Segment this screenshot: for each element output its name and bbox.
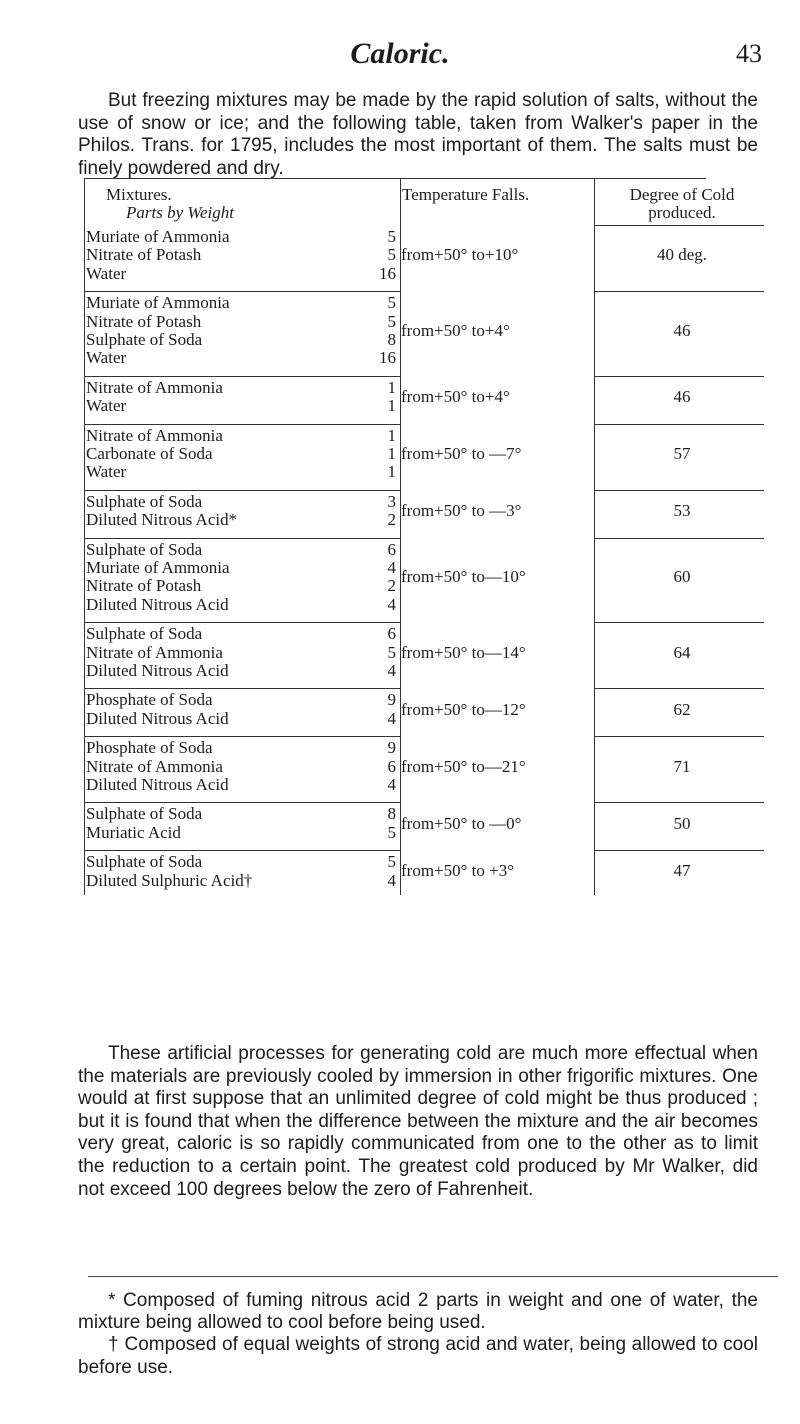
intro-text: But freezing mixtures may be made by the rapid solution of salts, without the use of snow or ice; and the following table, taken from Walker's paper in the Philos. Trans. for 1795, includes the most important of them. The salts must be finely powdered and dry. <box>78 90 758 179</box>
ingredient-quantity: 1 <box>387 396 396 416</box>
row-separator <box>84 850 400 851</box>
temperature-falls-cell: from+50° to —0° <box>401 813 522 833</box>
rule-after-parts <box>400 178 401 895</box>
ingredient-name: Nitrate of Ammonia <box>86 377 223 397</box>
ingredient-quantity: 16 <box>379 348 396 368</box>
footnotes <box>78 1290 758 1379</box>
row-separator <box>84 688 400 689</box>
table-top-rule <box>84 178 706 179</box>
ingredient-name: Sulphate of Soda <box>86 329 203 349</box>
ingredient-name: Nitrate of Ammonia <box>86 425 223 445</box>
ingredient-name: Sulphate of Soda <box>86 539 203 559</box>
ingredient-name: Water <box>86 348 127 368</box>
row-separator <box>84 622 400 623</box>
row-separator <box>84 802 400 803</box>
ingredient-quantity: 5 <box>387 852 396 872</box>
ingredient-name: Diluted Sulphuric Acid† <box>86 870 253 890</box>
row-separator <box>84 291 400 292</box>
ingredient-quantity: 4 <box>387 594 396 614</box>
ingredient-quantity: 4 <box>387 870 396 890</box>
ingredient-name: Muriate of Ammonia <box>86 293 230 313</box>
ingredient-name: Nitrate of Ammonia <box>86 756 223 776</box>
row-separator <box>84 736 400 737</box>
rule-after-temperature <box>594 178 595 895</box>
ingredient-quantity: 4 <box>387 708 396 728</box>
body-paragraph <box>78 1043 758 1201</box>
ingredient-name: Nitrate of Potash <box>86 245 202 265</box>
row-separator-right <box>594 538 764 539</box>
row-separator-right <box>594 850 764 851</box>
ingredient-quantity: 6 <box>387 624 396 644</box>
ingredient-quantity: 8 <box>387 804 396 824</box>
body-text: These artificial processes for generating cold are much more effectual when the materials are previously cooled by immersion in other frigorific mixtures. One would at first suppose that an unlimited degree of cold might be thus produced ; but it is found that when the difference between the mixture and the air becomes very great, caloric is so rapidly communicated from one to the other as to limit the reduction to a certain point. The greatest cold produced by Mr Walker, did not exceed 100 degrees below the zero of Fahrenheit. <box>78 1043 758 1200</box>
row-separator <box>84 538 400 539</box>
ingredient-name: Carbonate of Soda <box>86 443 213 463</box>
row-separator <box>84 424 400 425</box>
running-title: Caloric. <box>350 37 450 70</box>
ingredient-name: Sulphate of Soda <box>86 804 203 824</box>
ingredient-name: Sulphate of Soda <box>86 491 203 511</box>
table-row <box>84 228 764 289</box>
degree-of-cold-cell: 62 <box>673 699 691 719</box>
ingredient-name: Phosphate of Soda <box>86 738 213 758</box>
ingredient-name: Diluted Nitrous Acid <box>86 594 229 614</box>
row-separator-right <box>594 736 764 737</box>
row-separator-right <box>594 688 764 689</box>
table-row <box>84 379 764 422</box>
ingredient-quantity: 5 <box>387 293 396 313</box>
temperature-falls-cell: from+50° to+4° <box>401 386 510 406</box>
row-separator <box>84 490 400 491</box>
ingredient-quantity: 2 <box>387 510 396 530</box>
footnote-rule <box>88 1276 778 1277</box>
temperature-falls-cell: from+50° to +3° <box>401 861 515 881</box>
ingredient-quantity: 6 <box>387 539 396 559</box>
ingredient-name: Nitrate of Ammonia <box>86 642 223 662</box>
ingredient-name: Muriate of Ammonia <box>86 227 230 246</box>
row-separator-right <box>594 802 764 803</box>
degree-of-cold-cell: 46 <box>673 320 691 340</box>
ingredient-quantity: 1 <box>387 462 396 482</box>
degree-of-cold-cell: 46 <box>673 386 691 406</box>
ingredient-quantity: 3 <box>387 491 396 511</box>
ingredient-quantity: 5 <box>387 311 396 331</box>
ingredient-quantity: 9 <box>387 690 396 710</box>
rule-left <box>84 178 85 895</box>
temperature-falls-cell: from+50° to—12° <box>401 699 526 719</box>
table-row <box>84 625 764 686</box>
header-temperature-falls: Temperature Falls. <box>402 185 530 204</box>
row-separator-right <box>594 622 764 623</box>
table-row <box>84 805 764 848</box>
ingredient-quantity: 8 <box>387 329 396 349</box>
temperature-falls-cell: from+50° to+10° <box>401 245 519 265</box>
intro-paragraph <box>78 90 758 180</box>
ingredient-quantity: 1 <box>387 377 396 397</box>
degree-of-cold-cell: 60 <box>673 567 691 587</box>
degree-of-cold-cell: 71 <box>673 756 691 776</box>
ingredient-quantity: 5 <box>387 642 396 662</box>
ingredient-quantity: 4 <box>387 557 396 577</box>
ingredient-quantity: 6 <box>387 756 396 776</box>
ingredient-name: Water <box>86 263 127 283</box>
ingredient-name: Diluted Nitrous Acid <box>86 660 229 680</box>
ingredient-quantity: 5 <box>387 245 396 265</box>
ingredient-quantity: 16 <box>379 263 396 283</box>
degree-of-cold-cell: 64 <box>673 642 691 662</box>
ingredient-name: Sulphate of Soda <box>86 852 203 872</box>
row-separator-right <box>594 424 764 425</box>
ingredient-name: Nitrate of Potash <box>86 311 202 331</box>
degree-of-cold-cell: 57 <box>673 443 691 463</box>
header-degree-of-cold: Degree of Cold produced. <box>629 185 735 222</box>
ingredient-quantity: 4 <box>387 660 396 680</box>
ingredient-quantity: 5 <box>387 227 396 246</box>
degree-of-cold-cell: 50 <box>673 813 691 833</box>
running-head <box>0 36 800 72</box>
ingredient-quantity: 1 <box>387 425 396 445</box>
table-row <box>84 294 764 374</box>
table-row <box>84 691 764 734</box>
ingredient-name: Water <box>86 462 127 482</box>
table-row <box>84 427 764 488</box>
row-separator-right <box>594 376 764 377</box>
table-row <box>84 739 764 800</box>
footnote: † Composed of equal weights of strong acid and water, being allowed to cool before use. <box>78 1334 758 1378</box>
degree-of-cold-cell: 47 <box>673 861 691 881</box>
temperature-falls-cell: from+50° to—10° <box>401 567 526 587</box>
ingredient-quantity: 5 <box>387 822 396 842</box>
row-separator <box>84 376 400 377</box>
temperature-falls-cell: from+50° to —3° <box>401 500 522 520</box>
ingredient-name: Sulphate of Soda <box>86 624 203 644</box>
temperature-falls-cell: from+50° to—14° <box>401 642 526 662</box>
temperature-falls-cell: from+50° to—21° <box>401 756 526 776</box>
ingredient-name: Diluted Nitrous Acid <box>86 774 229 794</box>
page-number: 43 <box>736 39 762 68</box>
ingredient-name: Water <box>86 396 127 416</box>
temperature-falls-cell: from+50° to —7° <box>401 443 522 463</box>
table-row <box>84 541 764 621</box>
ingredient-name: Diluted Nitrous Acid* <box>86 510 238 530</box>
row-separator-right <box>594 291 764 292</box>
ingredient-quantity: 9 <box>387 738 396 758</box>
ingredient-name: Muriatic Acid <box>86 822 181 842</box>
row-separator-right <box>594 225 764 226</box>
ingredient-name: Nitrate of Potash <box>86 576 202 596</box>
table-row <box>84 493 764 536</box>
ingredient-name: Muriate of Ammonia <box>86 557 230 577</box>
ingredient-name: Phosphate of Soda <box>86 690 213 710</box>
degree-of-cold-cell: 40 deg. <box>656 245 708 265</box>
footnote: * Composed of fuming nitrous acid 2 parts in weight and one of water, the mixture being allowed to cool before being used. <box>78 1290 758 1334</box>
header-parts-by-weight: Parts by Weight <box>126 203 234 222</box>
table-row <box>84 853 764 896</box>
degree-of-cold-cell: 53 <box>673 500 691 520</box>
ingredient-name: Diluted Nitrous Acid <box>86 708 229 728</box>
ingredient-quantity: 2 <box>387 576 396 596</box>
temperature-falls-cell: from+50° to+4° <box>401 320 510 340</box>
ingredient-quantity: 4 <box>387 774 396 794</box>
ingredient-quantity: 1 <box>387 443 396 463</box>
header-mixtures: Mixtures. <box>106 185 172 204</box>
row-separator-right <box>594 490 764 491</box>
